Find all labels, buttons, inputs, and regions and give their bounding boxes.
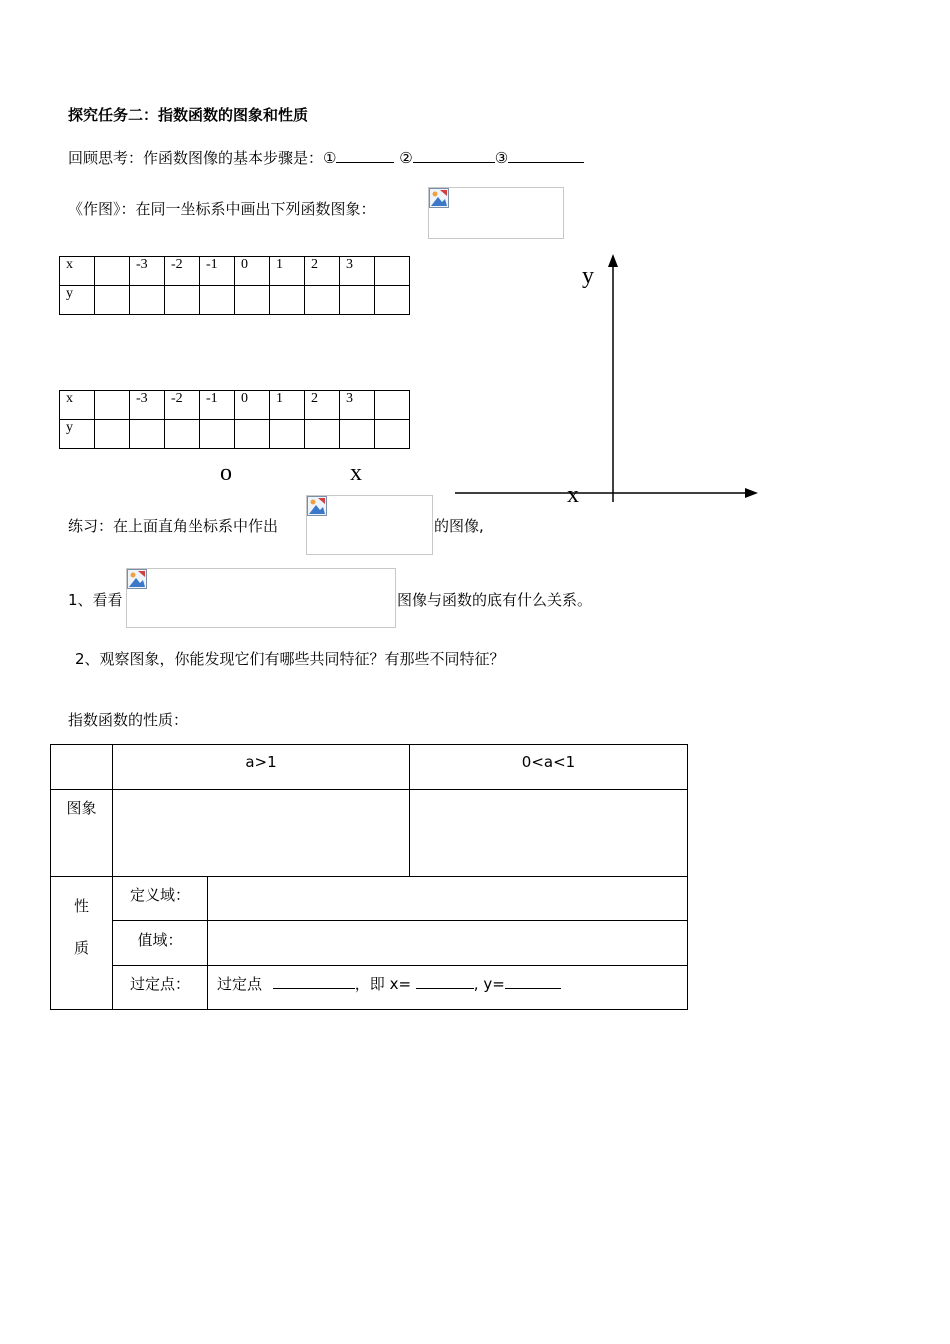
graph-label: 图象 bbox=[51, 790, 113, 877]
table-cell[interactable] bbox=[340, 420, 375, 449]
range-answer-cell[interactable] bbox=[208, 921, 688, 966]
table-cell[interactable] bbox=[375, 257, 410, 286]
table-cell: 0 bbox=[235, 257, 270, 286]
table-cell[interactable] bbox=[270, 420, 305, 449]
x-axis-label: x bbox=[350, 460, 362, 486]
x-axis-arrow bbox=[745, 488, 758, 498]
table-row bbox=[51, 921, 688, 966]
domain-answer-cell[interactable] bbox=[208, 877, 688, 921]
table-cell: -1 bbox=[200, 391, 235, 420]
fixed-point-blank[interactable] bbox=[273, 974, 355, 989]
practice-text: 练习：在上面直角坐标系中作出 bbox=[68, 517, 279, 535]
blank-step-2[interactable] bbox=[413, 148, 495, 163]
section-heading: 探究任务二：指数函数的图象和性质 bbox=[68, 106, 309, 124]
table-cell: 2 bbox=[305, 391, 340, 420]
table-cell[interactable] bbox=[95, 391, 130, 420]
table-row bbox=[51, 966, 688, 1010]
table-cell[interactable] bbox=[95, 286, 130, 315]
table-cell: 0 bbox=[235, 391, 270, 420]
table-row bbox=[51, 877, 688, 921]
blank-step-3[interactable] bbox=[508, 148, 584, 163]
fixed-point-text: 过定点 bbox=[217, 975, 263, 993]
table-cell: x bbox=[60, 257, 95, 286]
table-row-y bbox=[60, 420, 410, 449]
properties-heading: 指数函数的性质： bbox=[68, 711, 189, 729]
table-cell: 1 bbox=[270, 391, 305, 420]
table-cell[interactable] bbox=[235, 286, 270, 315]
value-table-2 bbox=[59, 390, 410, 449]
table-row-y bbox=[60, 286, 410, 315]
value-table-1 bbox=[59, 256, 410, 315]
table-cell[interactable] bbox=[270, 286, 305, 315]
table-cell-empty bbox=[51, 745, 113, 790]
properties-label bbox=[51, 877, 113, 1010]
y-axis-arrow bbox=[608, 254, 618, 267]
table-cell: -3 bbox=[130, 391, 165, 420]
practice-text-after: 的图像, bbox=[434, 517, 484, 535]
properties-char-1: 性 bbox=[73, 897, 89, 915]
question-1-formula-image bbox=[126, 568, 396, 628]
domain-label: 定义域： bbox=[113, 877, 208, 921]
table-cell[interactable] bbox=[305, 286, 340, 315]
table-cell[interactable] bbox=[375, 391, 410, 420]
table-cell: 2 bbox=[305, 257, 340, 286]
table-cell: -1 bbox=[200, 257, 235, 286]
table-cell: 3 bbox=[340, 257, 375, 286]
table-cell[interactable] bbox=[200, 420, 235, 449]
table-cell[interactable] bbox=[95, 420, 130, 449]
table-cell[interactable] bbox=[165, 420, 200, 449]
broken-image-icon bbox=[429, 188, 449, 208]
table-row-x bbox=[60, 391, 410, 420]
properties-table bbox=[50, 744, 688, 1010]
table-cell: -2 bbox=[165, 257, 200, 286]
table-cell[interactable] bbox=[130, 286, 165, 315]
question-1-text: 1、看看 bbox=[68, 591, 123, 609]
formula-image-placeholder bbox=[428, 187, 564, 239]
range-label: 值域： bbox=[113, 921, 208, 966]
table-cell: x bbox=[60, 391, 95, 420]
table-cell[interactable] bbox=[165, 286, 200, 315]
broken-image-icon bbox=[127, 569, 147, 589]
table-cell[interactable] bbox=[340, 286, 375, 315]
table-cell: 1 bbox=[270, 257, 305, 286]
blank-step-1[interactable] bbox=[336, 148, 394, 163]
table-cell[interactable] bbox=[130, 420, 165, 449]
x-axis-label-bottom: x bbox=[567, 482, 579, 508]
x-value-blank[interactable] bbox=[416, 974, 474, 989]
table-row-x bbox=[60, 257, 410, 286]
table-cell[interactable] bbox=[200, 286, 235, 315]
coordinate-axes[interactable] bbox=[450, 250, 770, 510]
table-cell[interactable] bbox=[375, 420, 410, 449]
fixed-point-answer-cell bbox=[208, 966, 688, 1010]
question-2-text: 2、观察图象，你能发现它们有哪些共同特征？有那些不同特征？ bbox=[75, 650, 505, 668]
y-text: , y= bbox=[473, 975, 505, 993]
table-row bbox=[51, 745, 688, 790]
y-axis-label: y bbox=[582, 263, 594, 289]
origin-label: o bbox=[220, 460, 232, 486]
graph-cell-a-lt-1[interactable] bbox=[410, 790, 688, 877]
review-line bbox=[68, 147, 584, 168]
y-value-blank[interactable] bbox=[505, 974, 561, 989]
table-cell[interactable] bbox=[375, 286, 410, 315]
review-text: 回顾思考：作函数图像的基本步骤是：① bbox=[68, 149, 337, 167]
table-cell[interactable] bbox=[235, 420, 270, 449]
table-cell: -3 bbox=[130, 257, 165, 286]
step-3-marker: ③ bbox=[494, 149, 509, 167]
question-1-text-after: 图像与函数的底有什么关系。 bbox=[397, 591, 593, 609]
header-a-gt-1: a>1 bbox=[113, 745, 410, 790]
table-cell[interactable] bbox=[95, 257, 130, 286]
table-cell[interactable] bbox=[305, 420, 340, 449]
table-cell: -2 bbox=[165, 391, 200, 420]
step-2-marker: ② bbox=[399, 149, 413, 167]
fixed-point-label: 过定点： bbox=[113, 966, 208, 1010]
table-cell: y bbox=[60, 286, 95, 315]
practice-formula-image bbox=[306, 495, 433, 555]
properties-char-2: 质 bbox=[73, 939, 89, 957]
table-row bbox=[51, 790, 688, 877]
table-cell: y bbox=[60, 420, 95, 449]
broken-image-icon bbox=[307, 496, 327, 516]
table-cell: 3 bbox=[340, 391, 375, 420]
draw-prompt: 《作图》：在同一坐标系中画出下列函数图象： bbox=[68, 200, 376, 218]
header-a-lt-1: 0<a<1 bbox=[410, 745, 688, 790]
ie-x-text: ，即 x= bbox=[354, 975, 412, 993]
graph-cell-a-gt-1[interactable] bbox=[113, 790, 410, 877]
